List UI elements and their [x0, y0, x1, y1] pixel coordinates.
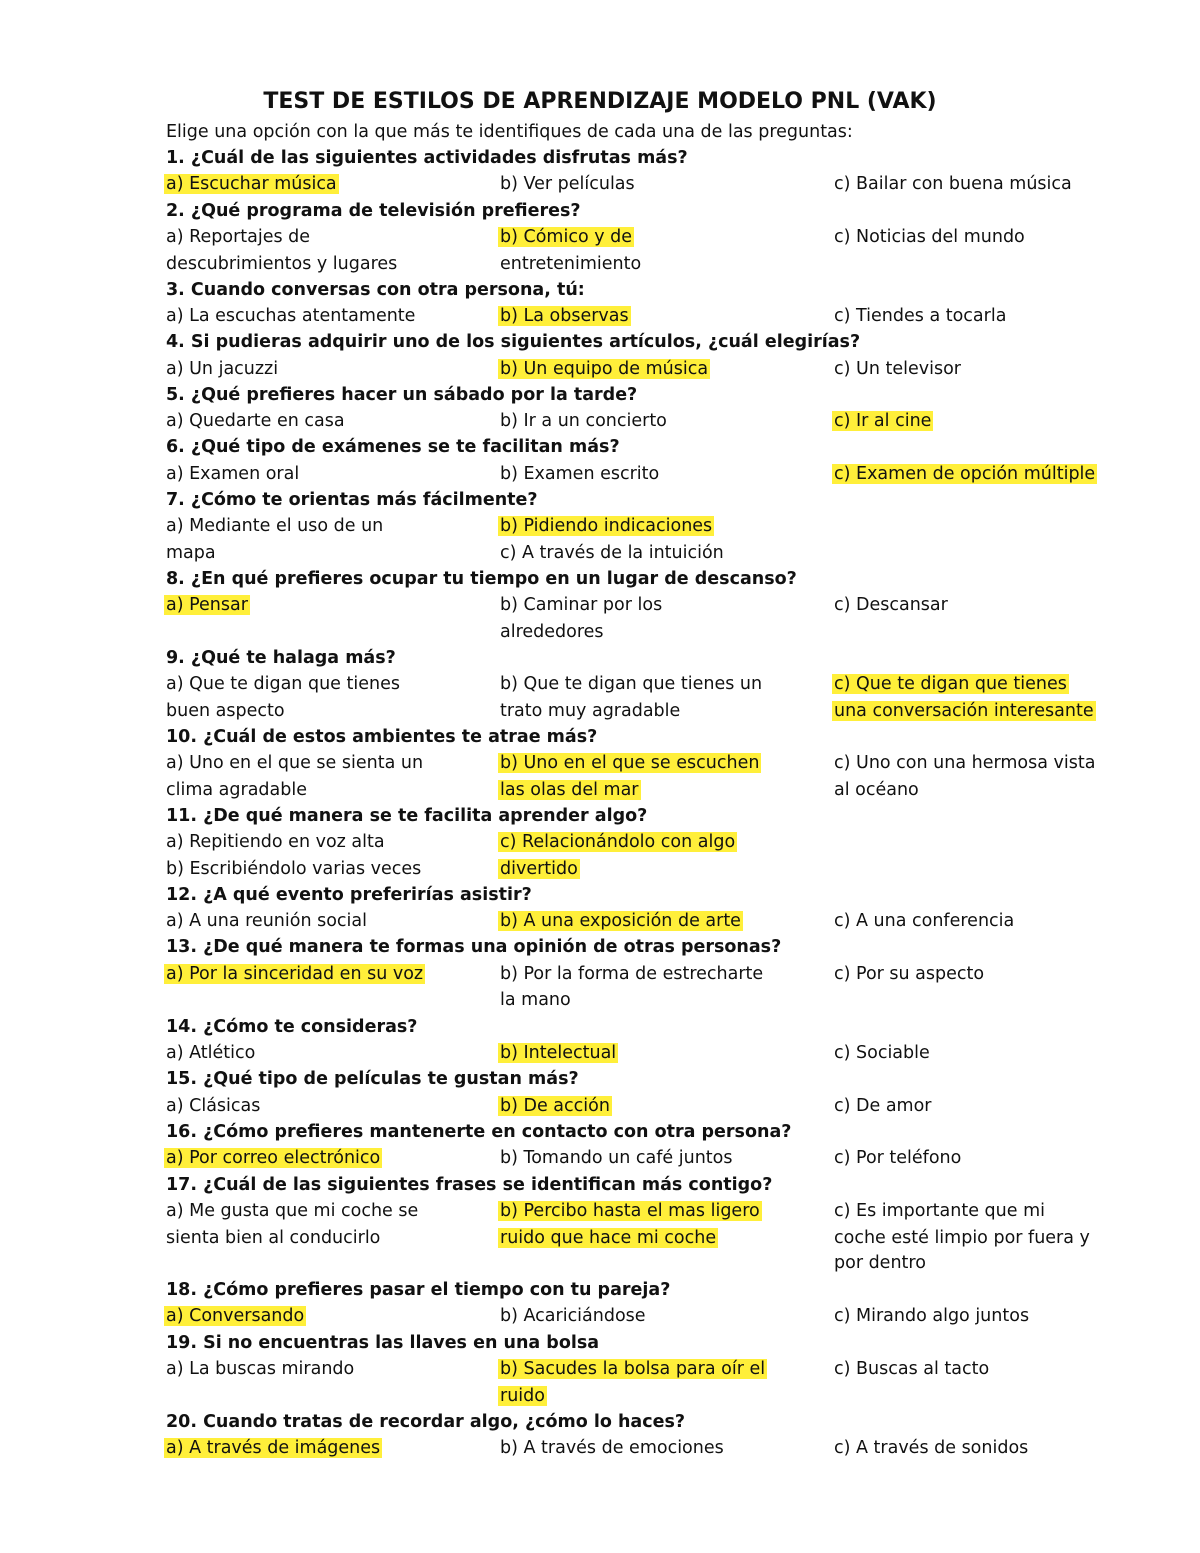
question-13: 13. ¿De qué manera te formas una opinión de otras personas? [166, 937, 782, 957]
answer-7b: b) Pidiendo indicaciones [500, 516, 713, 536]
question-16: 16. ¿Cómo prefieres mantenerte en contacto con otra persona? [166, 1122, 792, 1142]
answer-3b: b) La observas [500, 306, 629, 326]
answer-5b: b) Ir a un concierto [500, 411, 667, 431]
answer-12b: b) A una exposición de arte [500, 911, 741, 931]
answer-9a-cont: buen aspecto [166, 701, 285, 721]
answer-13a: a) Por la sinceridad en su voz [166, 964, 424, 984]
answer-10c-cont: al océano [834, 780, 919, 800]
answer-18c: c) Mirando algo juntos [834, 1306, 1030, 1326]
answer-1a: a) Escuchar música [166, 174, 337, 194]
answer-16b: b) Tomando un café juntos [500, 1148, 733, 1168]
answer-17c-cont2: por dentro [834, 1253, 926, 1273]
answer-11a: a) Repitiendo en voz alta [166, 832, 385, 852]
answer-2a-cont: descubrimientos y lugares [166, 254, 398, 274]
answer-9b: b) Que te digan que tienes un [500, 674, 763, 694]
answer-17b-cont: ruido que hace mi coche [500, 1228, 717, 1248]
answer-19b-cont: ruido [500, 1386, 545, 1406]
question-9: 9. ¿Qué te halaga más? [166, 648, 396, 668]
answer-17c-cont: coche esté limpio por fuera y [834, 1228, 1090, 1248]
question-10: 10. ¿Cuál de estos ambientes te atrae más? [166, 727, 598, 747]
answer-9b-cont: trato muy agradable [500, 701, 681, 721]
instructions: Elige una opción con la que más te identifiques de cada una de las preguntas: [166, 122, 853, 142]
answer-18a: a) Conversando [166, 1306, 305, 1326]
question-19: 19. Si no encuentras las llaves en una bolsa [166, 1333, 600, 1353]
answer-6c: c) Examen de opción múltiple [834, 464, 1096, 484]
answer-4c: c) Un televisor [834, 359, 961, 379]
answer-12c: c) A una conferencia [834, 911, 1015, 931]
answer-11c-cont: divertido [500, 859, 578, 879]
answer-15a: a) Clásicas [166, 1096, 261, 1116]
answer-17a: a) Me gusta que mi coche se [166, 1201, 419, 1221]
answer-20a: a) A través de imágenes [166, 1438, 381, 1458]
answer-13b: b) Por la forma de estrecharte [500, 964, 764, 984]
answer-6a: a) Examen oral [166, 464, 300, 484]
answer-8c: c) Descansar [834, 595, 948, 615]
answer-7a-cont: mapa [166, 543, 216, 563]
answer-2b: b) Cómico y de [500, 227, 633, 247]
answer-18b: b) Acariciándose [500, 1306, 646, 1326]
question-18: 18. ¿Cómo prefieres pasar el tiempo con tu pareja? [166, 1280, 671, 1300]
answer-10b: b) Uno en el que se escuchen [500, 753, 760, 773]
answer-14a: a) Atlético [166, 1043, 256, 1063]
answer-19b: b) Sacudes la bolsa para oír el [500, 1359, 766, 1379]
answer-8b: b) Caminar por los [500, 595, 663, 615]
question-8: 8. ¿En qué prefieres ocupar tu tiempo en un lugar de descanso? [166, 569, 797, 589]
question-15: 15. ¿Qué tipo de películas te gustan más? [166, 1069, 579, 1089]
question-17: 17. ¿Cuál de las siguientes frases se identifican más contigo? [166, 1175, 773, 1195]
answer-8b-cont: alrededores [500, 622, 604, 642]
answer-12a: a) A una reunión social [166, 911, 367, 931]
question-14: 14. ¿Cómo te consideras? [166, 1017, 418, 1037]
answer-15b: b) De acción [500, 1096, 610, 1116]
answer-16a: a) Por correo electrónico [166, 1148, 381, 1168]
answer-5c: c) Ir al cine [834, 411, 932, 431]
answer-3a: a) La escuchas atentamente [166, 306, 416, 326]
answer-2a: a) Reportajes de [166, 227, 311, 247]
answer-20b: b) A través de emociones [500, 1438, 724, 1458]
answer-14c: c) Sociable [834, 1043, 930, 1063]
answer-5a: a) Quedarte en casa [166, 411, 345, 431]
answer-9c-cont: una conversación interesante [834, 701, 1094, 721]
answer-13b-cont: la mano [500, 990, 571, 1010]
answer-8a: a) Pensar [166, 595, 248, 615]
answer-1c: c) Bailar con buena música [834, 174, 1072, 194]
answer-10b-cont: las olas del mar [500, 780, 639, 800]
answer-19a: a) La buscas mirando [166, 1359, 355, 1379]
answer-10c: c) Uno con una hermosa vista [834, 753, 1096, 773]
answer-7a: a) Mediante el uso de un [166, 516, 384, 536]
answer-16c: c) Por teléfono [834, 1148, 962, 1168]
question-20: 20. Cuando tratas de recordar algo, ¿cómo lo haces? [166, 1412, 686, 1432]
answer-10a: a) Uno en el que se sienta un [166, 753, 424, 773]
answer-17b: b) Percibo hasta el mas ligero [500, 1201, 760, 1221]
answer-1b: b) Ver películas [500, 174, 635, 194]
question-6: 6. ¿Qué tipo de exámenes se te facilitan más? [166, 437, 620, 457]
answer-11c: c) Relacionándolo con algo [500, 832, 736, 852]
answer-4b: b) Un equipo de música [500, 359, 709, 379]
answer-14b: b) Intelectual [500, 1043, 617, 1063]
answer-20c: c) A través de sonidos [834, 1438, 1029, 1458]
answer-7c: c) A través de la intuición [500, 543, 724, 563]
question-7: 7. ¿Cómo te orientas más fácilmente? [166, 490, 538, 510]
question-11: 11. ¿De qué manera se te facilita aprender algo? [166, 806, 648, 826]
answer-13c: c) Por su aspecto [834, 964, 985, 984]
answer-6b: b) Examen escrito [500, 464, 660, 484]
answer-2b-cont: entretenimiento [500, 254, 642, 274]
question-4: 4. Si pudieras adquirir uno de los siguientes artículos, ¿cuál elegirías? [166, 332, 861, 352]
answer-11b: b) Escribiéndolo varias veces [166, 859, 422, 879]
answer-17c: c) Es importante que mi [834, 1201, 1045, 1221]
answer-9c: c) Que te digan que tienes [834, 674, 1067, 694]
answer-17a-cont: sienta bien al conducirlo [166, 1228, 381, 1248]
answer-10a-cont: clima agradable [166, 780, 307, 800]
answer-19c: c) Buscas al tacto [834, 1359, 990, 1379]
question-2: 2. ¿Qué programa de televisión prefieres? [166, 201, 581, 221]
question-12: 12. ¿A qué evento preferirías asistir? [166, 885, 532, 905]
page-title: TEST DE ESTILOS DE APRENDIZAJE MODELO PNL (VAK) [263, 89, 937, 114]
question-5: 5. ¿Qué prefieres hacer un sábado por la tarde? [166, 385, 638, 405]
answer-4a: a) Un jacuzzi [166, 359, 279, 379]
answer-15c: c) De amor [834, 1096, 932, 1116]
question-1: 1. ¿Cuál de las siguientes actividades disfrutas más? [166, 148, 688, 168]
answer-3c: c) Tiendes a tocarla [834, 306, 1007, 326]
answer-9a: a) Que te digan que tienes [166, 674, 400, 694]
question-3: 3. Cuando conversas con otra persona, tú: [166, 280, 585, 300]
answer-2c: c) Noticias del mundo [834, 227, 1025, 247]
